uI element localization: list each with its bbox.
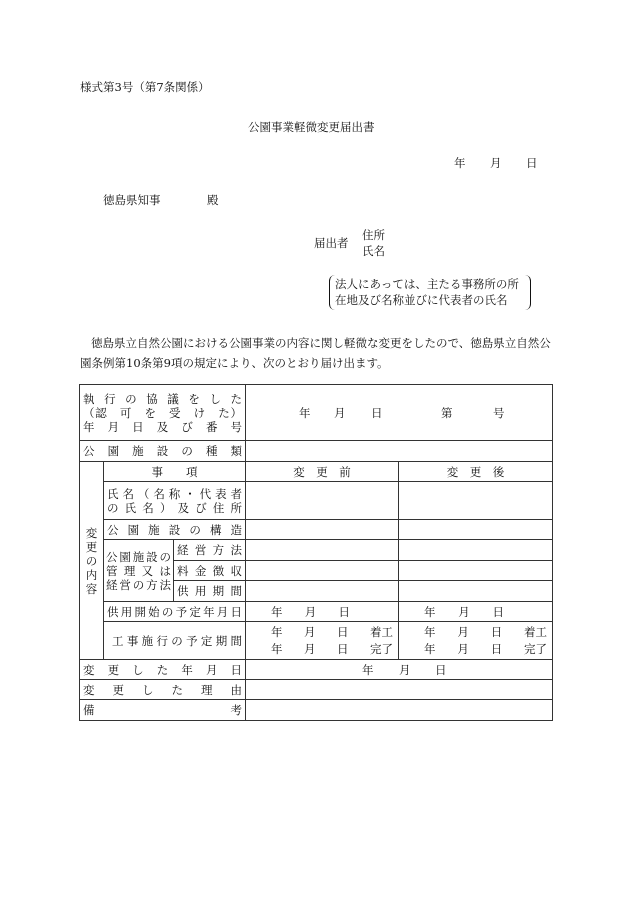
item-header: 事 項 bbox=[104, 462, 246, 482]
name-address-before[interactable] bbox=[246, 482, 399, 520]
structure-label: 公園施設の構造 bbox=[104, 520, 246, 540]
structure-before[interactable] bbox=[246, 520, 399, 540]
cons-after-start-year: 年 bbox=[424, 624, 436, 639]
name-address-label bbox=[104, 482, 246, 520]
address-label: 住所 bbox=[362, 228, 385, 242]
notification-table bbox=[79, 384, 553, 721]
construction-after[interactable] bbox=[399, 622, 553, 660]
cons-after-start-day: 日 bbox=[490, 624, 503, 639]
approval-value-cell[interactable] bbox=[246, 385, 553, 441]
facility-type-label: 公園施設の種類 bbox=[80, 441, 246, 462]
table-row bbox=[80, 385, 553, 441]
start-date-label: 供用開始の予定年月日 bbox=[104, 602, 246, 622]
change-content-char-3: の bbox=[85, 553, 98, 568]
cons-after-start-month: 月 bbox=[457, 624, 469, 639]
cons-after-end-day: 日 bbox=[490, 641, 503, 656]
management-label bbox=[104, 540, 174, 602]
facility-type-value[interactable] bbox=[246, 441, 553, 462]
changed-date-value[interactable] bbox=[246, 660, 553, 680]
cons-before-start-month: 月 bbox=[304, 624, 316, 639]
change-content-char-5: 容 bbox=[85, 581, 98, 596]
approval-number-prefix: 第 bbox=[441, 405, 453, 420]
change-content-char-2: 更 bbox=[85, 539, 98, 554]
changed-month: 月 bbox=[399, 662, 411, 677]
start-before-day: 日 bbox=[338, 604, 351, 619]
fee-collection-label: 料金徴収 bbox=[174, 561, 246, 581]
cons-after-end-label: 完了 bbox=[524, 641, 548, 656]
remarks-value[interactable] bbox=[246, 700, 553, 721]
table-row bbox=[80, 622, 553, 660]
name-address-after[interactable] bbox=[399, 482, 553, 520]
cons-after-end-year: 年 bbox=[424, 641, 436, 656]
table-row bbox=[80, 462, 553, 482]
approval-day: 日 bbox=[371, 405, 383, 420]
statement-paragraph: 徳島県立自然公園における公園事業の内容に関し軽微な変更をしたので、徳島県立自然公園条例第10条第9項の規定により、次のとおり届け出ます。 bbox=[80, 336, 551, 370]
remarks-char-1: 備 bbox=[83, 703, 95, 717]
service-period-after[interactable] bbox=[399, 581, 553, 602]
construction-period-label: 工事施行の予定期間 bbox=[104, 622, 246, 660]
change-content-char-1: 変 bbox=[85, 525, 98, 540]
table-row bbox=[80, 441, 553, 462]
operation-method-before[interactable] bbox=[246, 540, 399, 561]
cons-after-end-month: 月 bbox=[457, 641, 469, 656]
date-year: 年 bbox=[454, 156, 466, 170]
addressee: 徳島県知事 bbox=[103, 193, 161, 207]
cons-after-start-label: 着工 bbox=[524, 624, 548, 639]
approval-label-cell bbox=[80, 385, 246, 441]
name-label: 氏名 bbox=[362, 244, 385, 258]
start-before-month: 月 bbox=[304, 604, 317, 619]
management-label-line-1: 公園施設の bbox=[106, 549, 171, 564]
name-address-line-1: 氏名（名称・代表者 bbox=[107, 486, 243, 501]
submitter-label: 届出者 bbox=[314, 236, 349, 250]
honorific: 殿 bbox=[207, 193, 219, 207]
date-month: 月 bbox=[490, 156, 502, 170]
after-header: 変 更 後 bbox=[399, 462, 553, 482]
start-after-month: 月 bbox=[458, 604, 470, 619]
management-label-line-2: 管理又は bbox=[106, 563, 171, 578]
approval-month: 月 bbox=[334, 405, 346, 420]
corporate-note-line-1: 法人にあっては、主たる事務所の所 bbox=[335, 277, 519, 291]
table-row bbox=[80, 602, 553, 622]
approval-number-suffix: 号 bbox=[493, 405, 505, 420]
corporate-note-line-2: 在地及び名称並びに代表者の氏名 bbox=[335, 293, 508, 307]
changed-date-label: 変更した年月日 bbox=[80, 660, 246, 680]
approval-label-line-2: （認 可 を 受 け た） bbox=[83, 405, 243, 420]
cons-before-end-year: 年 bbox=[271, 641, 283, 656]
table-row bbox=[80, 700, 553, 721]
cons-before-end-day: 日 bbox=[337, 641, 349, 656]
start-before-year: 年 bbox=[271, 604, 283, 619]
fee-collection-after[interactable] bbox=[399, 561, 553, 581]
table-row bbox=[80, 540, 553, 561]
remarks-label bbox=[80, 700, 246, 721]
table-row bbox=[80, 482, 553, 520]
approval-year: 年 bbox=[299, 405, 311, 420]
approval-label-line-1: 執行の協議をした bbox=[83, 391, 243, 406]
start-after-day: 日 bbox=[492, 604, 505, 619]
management-label-line-3: 経営の方法 bbox=[106, 577, 171, 592]
change-content-label bbox=[80, 462, 104, 660]
table-row bbox=[80, 660, 553, 680]
change-content-char-4: 内 bbox=[85, 567, 98, 582]
cons-before-start-year: 年 bbox=[271, 624, 283, 639]
approval-label-line-3: 年月日及び番号 bbox=[83, 419, 243, 434]
start-date-after[interactable] bbox=[399, 602, 553, 622]
before-header: 変 更 前 bbox=[246, 462, 399, 482]
change-reason-label: 変更した理由 bbox=[80, 680, 246, 700]
corporate-note bbox=[329, 275, 531, 310]
operation-method-label: 経営方法 bbox=[174, 540, 246, 561]
name-address-line-2: の氏名）及び住所 bbox=[107, 500, 243, 515]
construction-before[interactable] bbox=[246, 622, 399, 660]
change-reason-value[interactable] bbox=[246, 680, 553, 700]
cons-before-start-day: 日 bbox=[337, 624, 349, 639]
service-period-before[interactable] bbox=[246, 581, 399, 602]
table-row bbox=[80, 520, 553, 540]
service-period-label: 供用期間 bbox=[174, 581, 246, 602]
date-day: 日 bbox=[526, 156, 538, 170]
cons-before-end-label: 完了 bbox=[370, 641, 394, 656]
fee-collection-before[interactable] bbox=[246, 561, 399, 581]
table-row bbox=[80, 680, 553, 700]
remarks-char-2: 考 bbox=[230, 703, 243, 717]
changed-day: 日 bbox=[435, 662, 447, 677]
structure-after[interactable] bbox=[399, 520, 553, 540]
document-title: 公園事業軽微変更届出書 bbox=[248, 120, 375, 134]
start-date-before[interactable] bbox=[246, 602, 399, 622]
operation-method-after[interactable] bbox=[399, 540, 553, 561]
start-after-year: 年 bbox=[424, 604, 436, 619]
cons-before-start-label: 着工 bbox=[370, 624, 394, 639]
changed-year: 年 bbox=[362, 662, 374, 677]
form-number: 様式第3号（第7条関係） bbox=[80, 80, 210, 94]
cons-before-end-month: 月 bbox=[304, 641, 316, 656]
